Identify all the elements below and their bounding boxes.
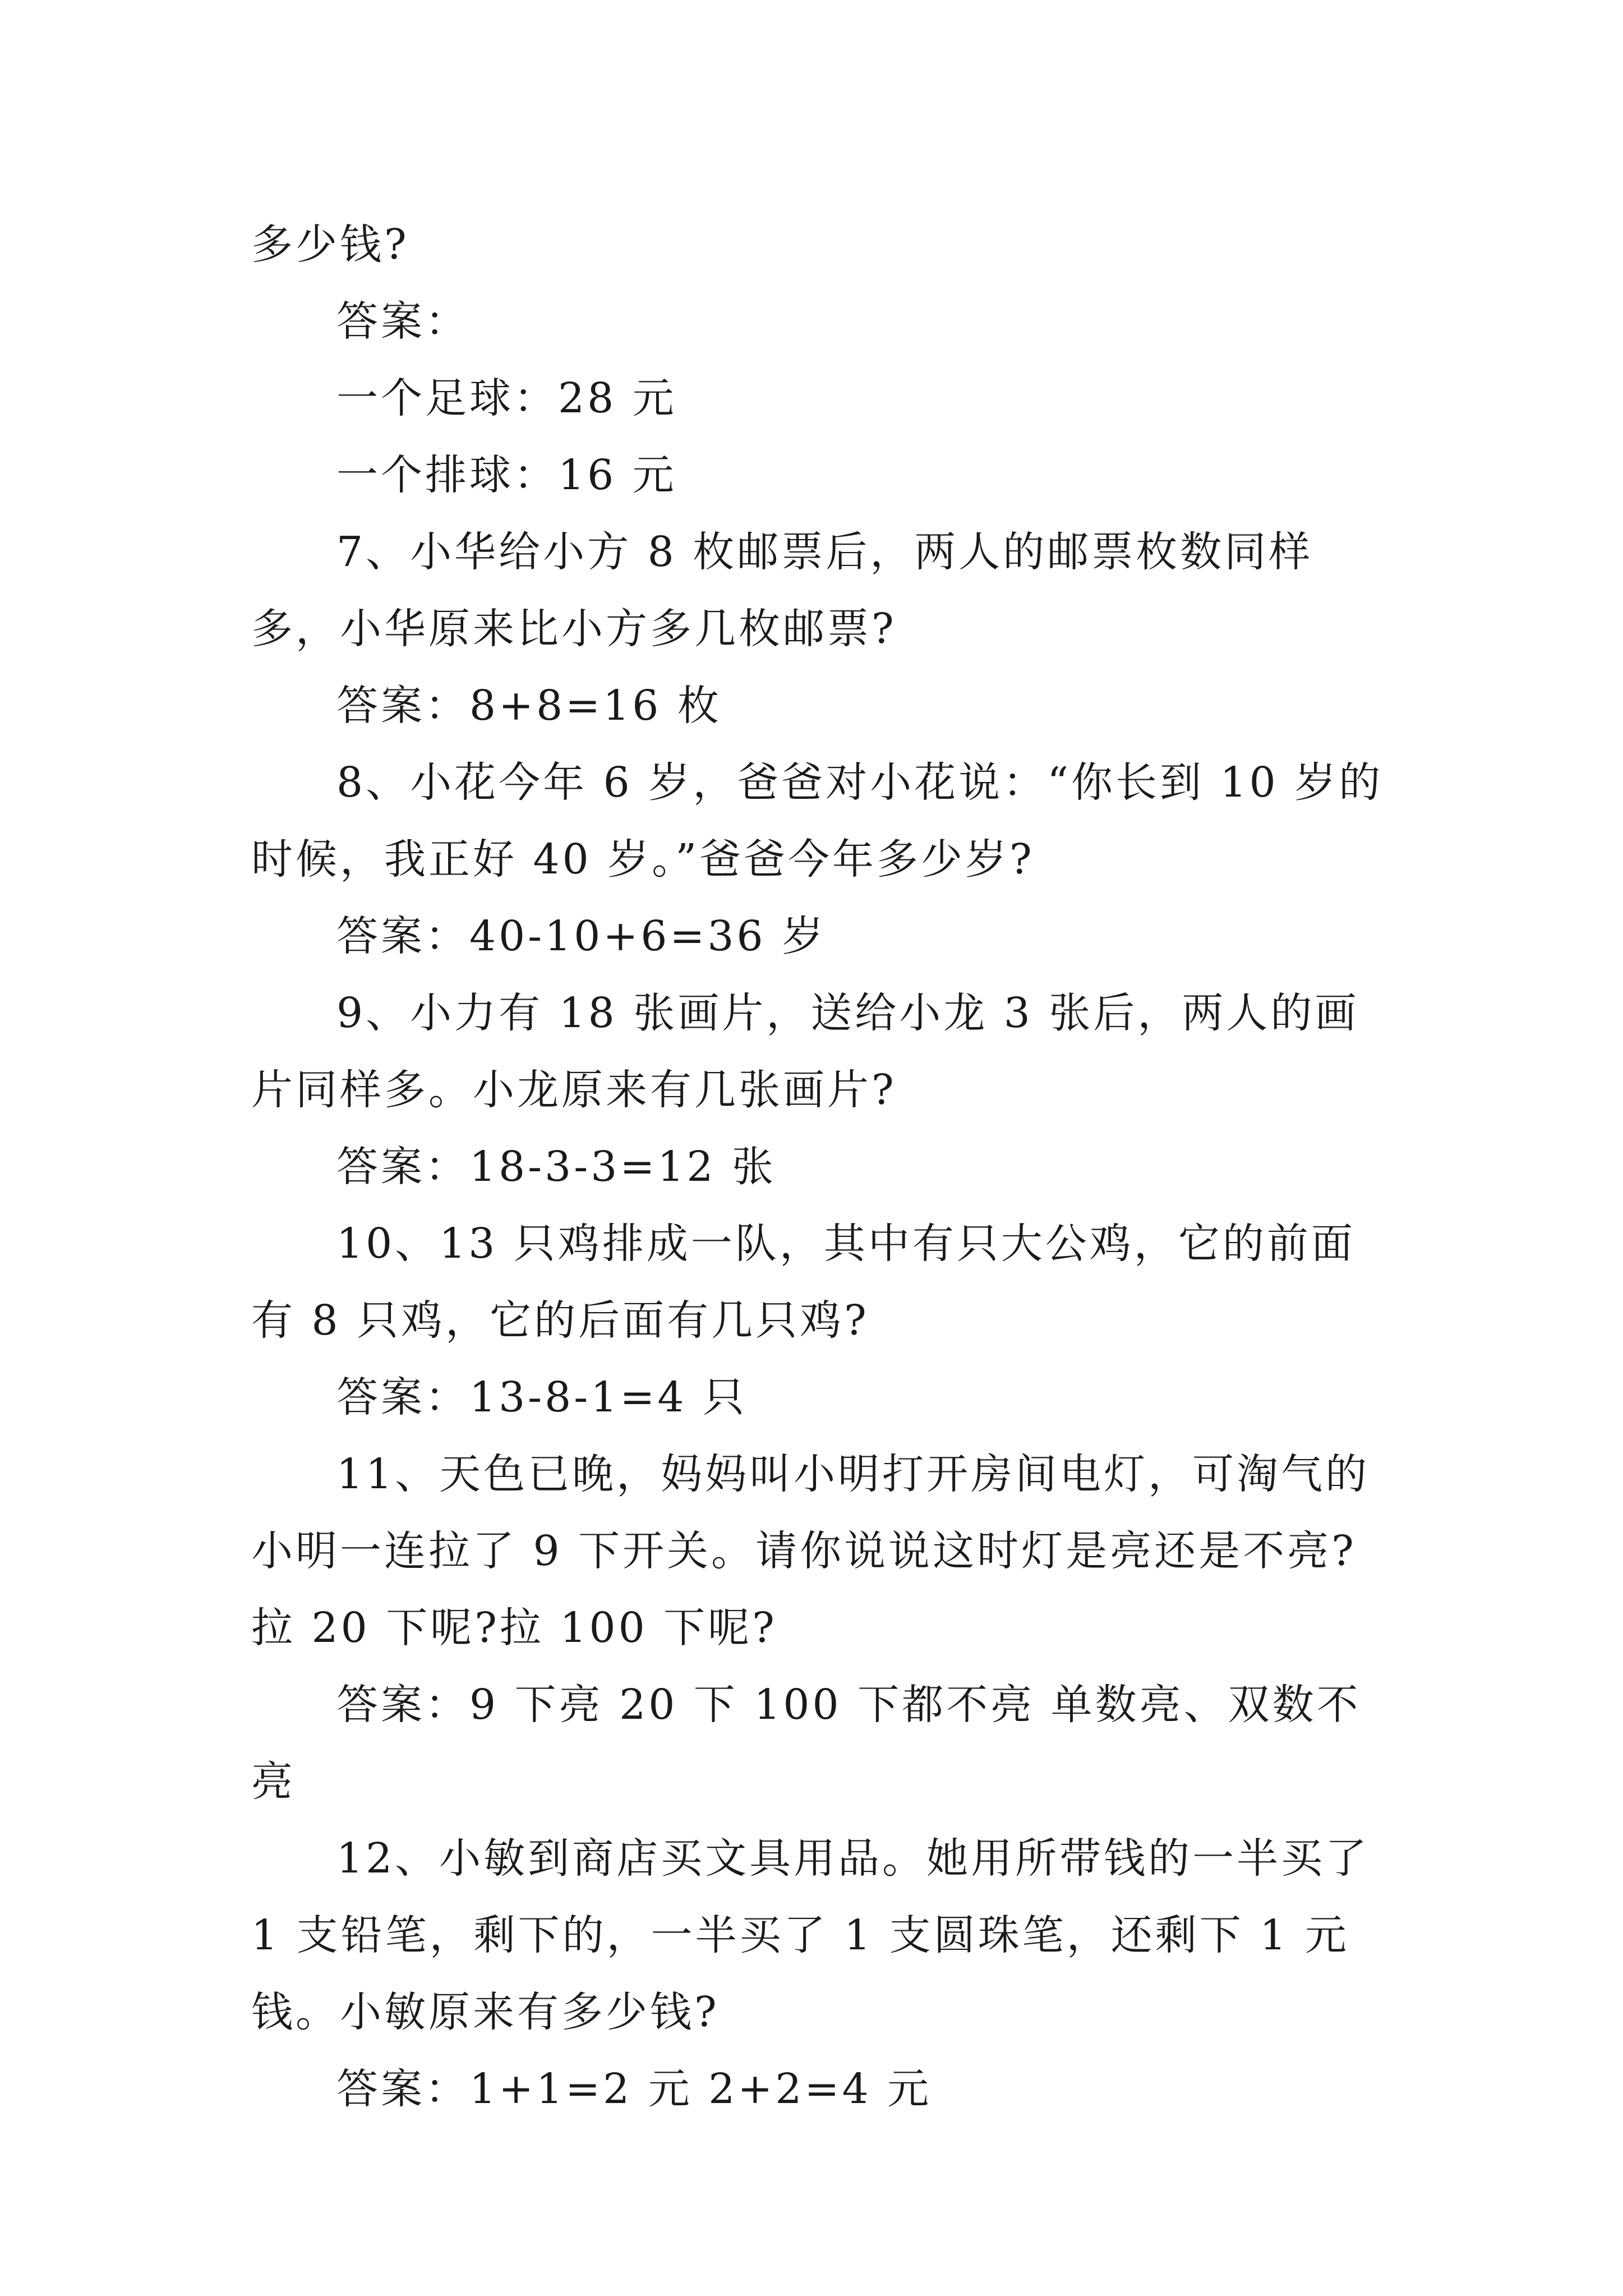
question-8: 8、小花今年 6 岁，爸爸对小花说：“你长到 10 岁的时候，我正好 40 岁。”爸爸今年多少岁? [251,758,1384,884]
answer-9: 答案：18-3-3=12 张 [336,1143,777,1191]
answer-volleyball: 一个排球：16 元 [336,451,677,499]
question-11: 11、天色已晚，妈妈叫小明打开房间电灯，可淘气的小明一连拉了 9 下开关。请你说说这时灯是亮还是不亮?拉 20 下呢?拉 100 下呢? [251,1450,1370,1652]
answer-7: 答案：8+8=16 枚 [336,682,722,730]
answer-10: 答案：13-8-1=4 只 [336,1373,747,1421]
answer-11: 答案：9 下亮 20 下 100 下都不亮 单数亮、双数不亮 [251,1681,1361,1806]
answer-8: 答案：40-10+6=36 岁 [336,912,827,960]
answer-football: 一个足球：28 元 [336,374,677,422]
question-7: 7、小华给小方 8 枚邮票后，两人的邮票枚数同样多，小华原来比小方多几枚邮票? [251,528,1313,653]
document-body [251,206,1390,2128]
question-9: 9、小力有 18 张画片，送给小龙 3 张后，两人的画片同样多。小龙原来有几张画片? [251,989,1359,1114]
answer-label: 答案： [336,297,469,346]
question-12: 12、小敏到商店买文具用品。她用所带钱的一半买了 1 支铅笔，剩下的，一半买了 1 支圆珠笔，还剩下 1 元钱。小敏原来有多少钱? [251,1834,1386,2036]
question-10: 10、13 只鸡排成一队，其中有只大公鸡，它的前面有 8 只鸡，它的后面有几只鸡? [251,1220,1355,1345]
paragraph-continuation: 多少钱? [251,220,409,269]
answer-12: 答案：1+1=2 元 2+2=4 元 [336,2065,932,2113]
